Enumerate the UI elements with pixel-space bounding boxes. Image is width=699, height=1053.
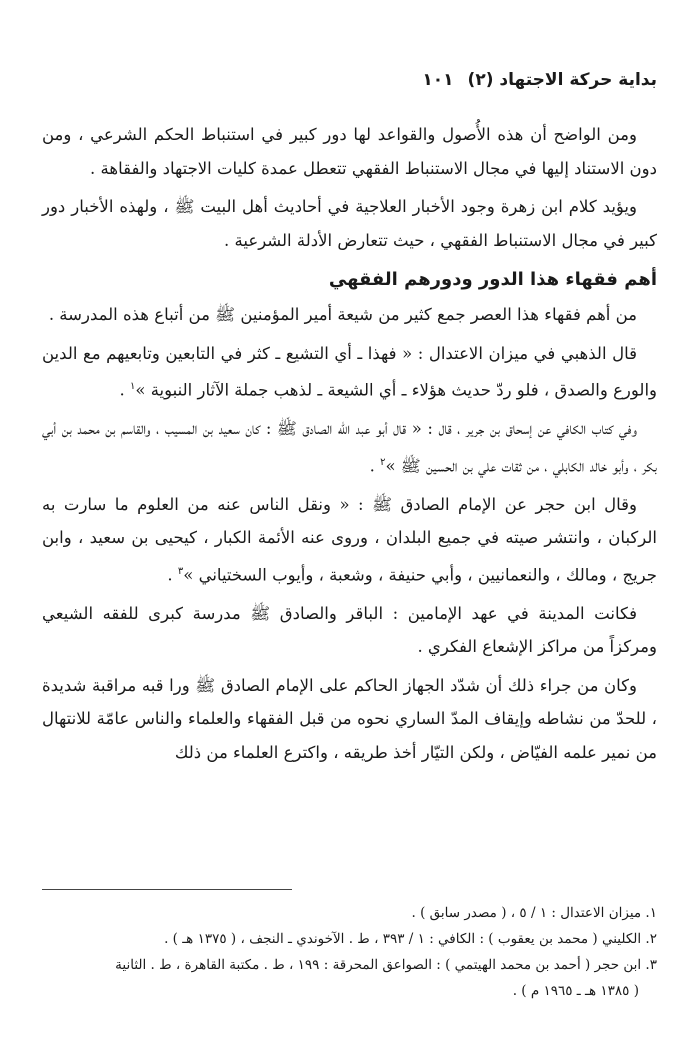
main-text: [42, 118, 657, 774]
footnote-divider: [42, 889, 292, 890]
paragraph: من أهم فقهاء هذا العصر جمع كثير من شيعة أمير المؤمنين ﷺ من أتباع هذه المدرسة .: [48, 305, 637, 324]
paragraph: فكانت المدينة في عهد الإمامين : الباقر والصادق ﷺ مدرسة كبرى للفقه الشيعي ومركزاً من مراكز الإشعاع الفكري .: [42, 603, 657, 656]
paragraph: ومن الواضح أن هذه الأُصول والقواعد لها دور كبير في استنباط الحكم الشرعي ، ومن دون الاستناد إليها في مجال الاستنباط الفقهي تتعطل عمدة كليات الاجتهاد والفقاهة .: [42, 125, 657, 178]
paragraph: وقال ابن حجر عن الإمام الصادق ﷺ : « ونقل الناس عنه من العلوم ما سارت به الركبان ، وانتشر صيته في جميع البلدان ، وروى عنه الأئمة الكبار ، كيحيى بن سعيد ، وابن جريج ، ومالك ، والنعمانيين ، وأبي حنيفة ، وشعبة ، وأيوب السختياني »$^٣$ .: [42, 494, 657, 584]
paragraph: ويؤيد كلام ابن زهرة وجود الأخبار العلاجية في أحاديث أهل البيت ﷺ ، ولهذه الأخبار دور كبير في مجال الاستنباط الفقهي ، حيث تتعارض الأدلة الشرعية .: [42, 197, 657, 250]
running-header: [42, 70, 657, 98]
paragraph: وكان من جراء ذلك أن شدّد الجهاز الحاكم على الإمام الصادق ﷺ ورا قبه مراقبة شديدة ، للحدّ من نشاطه وإيقاف المدّ الساري نحوه من قبل الفقهاء والعلماء والناس عامّة للانتهال من نمير علمه الفيّاض ، ولكن التيّار أخذ طريقه ، واكترع العلماء من ذلك: [42, 675, 657, 762]
section-heading: أهم فقهاء هذا الدور ودورهم الفقهي: [328, 269, 657, 290]
page-number: ١٠١: [422, 70, 454, 90]
paragraph: وفي كتاب الكافي عن إسحاق بن جرير ، قال : « قال أبو عبد الله الصادق ﷺ : كان سعيد بن المسيب ، والقاسم بن محمد بن أبي بكر ، وأبو خالد الكابلي ، من ثقات علي بن الحسين ﷺ »$^٢$ .: [42, 419, 657, 475]
paragraph-text: وفي كتاب الكافي عن إسحاق بن جرير ، قال : « قال أبو عبد الله الصادق ﷺ : كان سعيد بن المسيب ، والقاسم بن محمد بن أبي بكر ، وأبو خالد الكابلي ، من ثقات علي بن الحسين ﷺ »: [42, 419, 657, 475]
paragraph-text: وقال ابن حجر عن الإمام الصادق ﷺ : « ونقل الناس عنه من العلوم ما سارت به الركبان ، وانتشر صيته في جميع البلدان ، وروى عنه الأئمة الكبار ، كيحيى بن سعيد ، وابن جريج ، ومالك ، والنعمانيين ، وأبي حنيفة ، وشعبة ، وأيوب السختياني »: [42, 494, 657, 584]
footnote: ٢. الكليني ( محمد بن يعقوب ) : الكافي : ١ / ٣٩٣ ، ط . الآخوندي ـ النجف ، ( ١٣٧٥ هـ ) .: [164, 931, 657, 947]
paragraph: قال الذهبي في ميزان الاعتدال : « فهذا ـ أي التشيع ـ كثر في التابعين وتابعيهم مع الدين والورع والصدق ، فلو ردّ حديث هؤلاء ـ أي الشيعة ـ لذهب جملة الآثار النبوية »$^١$ .: [42, 343, 657, 400]
footnotes: [42, 900, 657, 1004]
footnote: ١. ميزان الاعتدال : ١ / ٥ ، ( مصدر سابق ) .: [411, 905, 657, 921]
footnote-marker: ١: [129, 381, 136, 392]
footnote: ٣. ابن حجر ( أحمد بن محمد الهيتمي ) : الصواعق المحرقة : ١٩٩ ، ط . مكتبة القاهرة ، ط . الثانية: [115, 957, 657, 973]
paragraph-text: قال الذهبي في ميزان الاعتدال : « فهذا ـ أي التشيع ـ كثر في التابعين وتابعيهم مع الدين والورع والصدق ، فلو ردّ حديث هؤلاء ـ أي الشيعة ـ لذهب جملة الآثار النبوية »: [42, 343, 657, 400]
footnote-marker: ٣: [177, 565, 184, 577]
chapter-title: بداية حركة الاجتهاد (٢): [467, 70, 657, 90]
footnote-marker: ٢: [380, 456, 386, 468]
footnote-continuation: ( ١٣٨٥ هـ ـ ١٩٦٥ م ) .: [512, 983, 639, 999]
